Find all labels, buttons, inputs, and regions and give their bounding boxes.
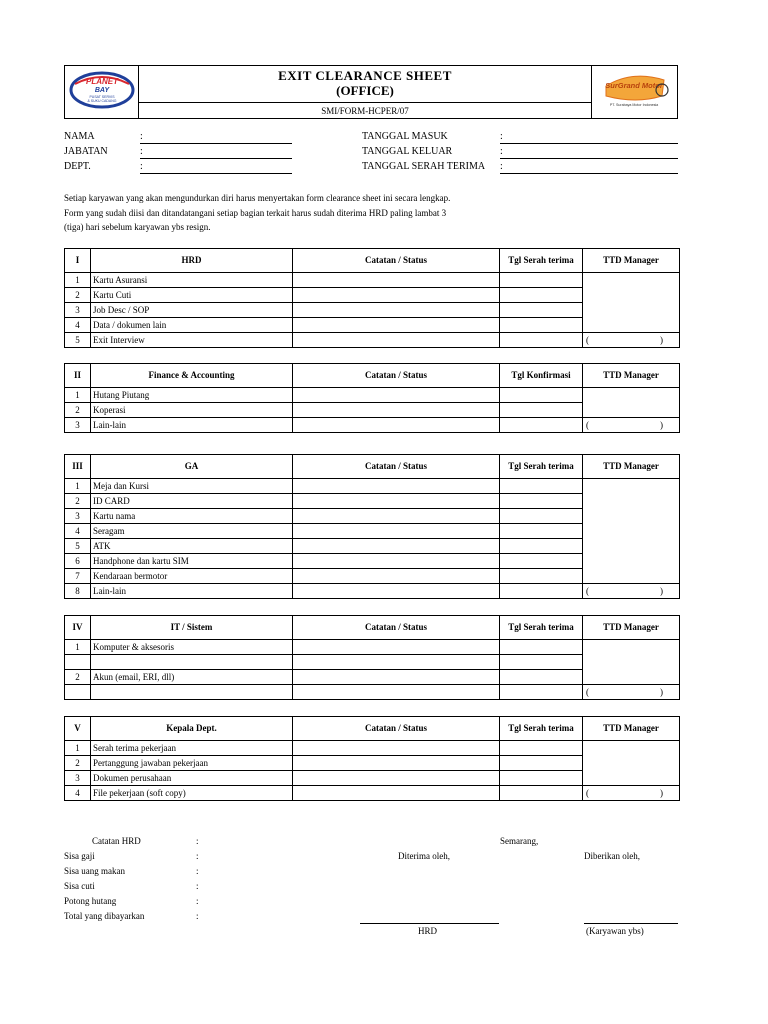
- section-table: [64, 363, 680, 433]
- tanggal-keluar-field[interactable]: [500, 158, 678, 159]
- row-number: [65, 655, 91, 670]
- row-number: 2: [65, 288, 91, 303]
- status-cell[interactable]: [293, 318, 500, 333]
- row-item: File pekerjaan (soft copy): [91, 786, 293, 801]
- col-status-header: Catatan / Status: [293, 616, 500, 640]
- table-row: [65, 273, 680, 288]
- logo-brand-bottom: BAY: [94, 87, 110, 94]
- date-cell[interactable]: [500, 670, 583, 685]
- row-number: 4: [65, 786, 91, 801]
- status-cell[interactable]: [293, 303, 500, 318]
- header-title-area: [139, 66, 591, 118]
- table-row: [65, 388, 680, 403]
- row-item: Kartu Asuransi: [91, 273, 293, 288]
- paren-open: (: [586, 335, 589, 345]
- manager-name-cell[interactable]: [583, 584, 680, 599]
- date-cell[interactable]: [500, 569, 583, 584]
- row-number: 1: [65, 741, 91, 756]
- note-label-sisa-uang-makan: Sisa uang makan: [64, 866, 125, 876]
- note-sep: :: [196, 851, 199, 861]
- status-cell[interactable]: [293, 786, 500, 801]
- hrd-name: HRD: [418, 926, 438, 936]
- note-label-total: Total yang dibayarkan: [64, 911, 145, 921]
- date-cell[interactable]: [500, 509, 583, 524]
- note-label-sisa-gaji: Sisa gaji: [64, 851, 95, 861]
- note-label-catatan-hrd: Catatan HRD: [92, 836, 141, 846]
- table-row: [65, 333, 680, 348]
- date-cell[interactable]: [500, 539, 583, 554]
- table-row: [65, 640, 680, 655]
- row-number: 6: [65, 554, 91, 569]
- planet-bay-logo: [65, 66, 138, 118]
- row-item: Handphone dan kartu SIM: [91, 554, 293, 569]
- paren-open: (: [586, 687, 589, 697]
- status-cell[interactable]: [293, 403, 500, 418]
- tanggal-serah-terima-field[interactable]: [500, 173, 678, 174]
- status-cell[interactable]: [293, 273, 500, 288]
- status-cell[interactable]: [293, 388, 500, 403]
- paren-close: ): [660, 586, 663, 596]
- row-item: Data / dokumen lain: [91, 318, 293, 333]
- place-date: Semarang,: [500, 836, 539, 846]
- row-number: 1: [65, 388, 91, 403]
- row-item: Kartu Cuti: [91, 288, 293, 303]
- section-header-row: [65, 249, 680, 273]
- col-date-header: Tgl Konfirmasi: [500, 364, 583, 388]
- intro-line-2: Form yang sudah diisi dan ditandatangani setiap bagian terkait harus sudah diterima HRD paling lambat 3: [64, 208, 447, 218]
- note-sep: :: [196, 866, 199, 876]
- paren-close: ): [660, 420, 663, 430]
- col-status-header: Catatan / Status: [293, 455, 500, 479]
- section-number: I: [65, 249, 91, 273]
- table-row: [65, 741, 680, 756]
- row-item: Serah terima pekerjaan: [91, 741, 293, 756]
- table-row: [65, 786, 680, 801]
- date-cell[interactable]: [500, 524, 583, 539]
- row-number: 4: [65, 524, 91, 539]
- status-cell[interactable]: [293, 479, 500, 494]
- field-label-dept: DEPT.: [64, 161, 91, 172]
- jabatan-field[interactable]: [140, 158, 292, 159]
- field-label-jabatan: JABATAN: [64, 146, 108, 157]
- row-number: 3: [65, 771, 91, 786]
- row-number: 1: [65, 273, 91, 288]
- row-item: Lain-lain: [91, 418, 293, 433]
- note-sep: :: [196, 896, 199, 906]
- manager-signature-cell[interactable]: [583, 479, 680, 584]
- manager-signature-cell[interactable]: [583, 741, 680, 786]
- row-number: 2: [65, 494, 91, 509]
- form-number: SMI/FORM-HCPER/07: [139, 102, 591, 120]
- status-cell[interactable]: [293, 569, 500, 584]
- section-header-row: [65, 364, 680, 388]
- received-by-label: Diterima oleh,: [398, 851, 450, 861]
- table-row: [65, 584, 680, 599]
- paren-close: ): [660, 335, 663, 345]
- row-item: Kendaraan bermotor: [91, 569, 293, 584]
- row-number: 3: [65, 303, 91, 318]
- status-cell[interactable]: [293, 418, 500, 433]
- row-item: Dokumen perusahaan: [91, 771, 293, 786]
- manager-signature-cell[interactable]: [583, 273, 680, 333]
- col-date-header: Tgl Serah terima: [500, 717, 583, 741]
- col-sign-header: TTD Manager: [583, 717, 680, 741]
- status-cell[interactable]: [293, 494, 500, 509]
- row-item: ATK: [91, 539, 293, 554]
- section-number: III: [65, 455, 91, 479]
- row-number: 2: [65, 403, 91, 418]
- status-cell[interactable]: [293, 524, 500, 539]
- field-sep: :: [140, 161, 143, 172]
- date-cell[interactable]: [500, 756, 583, 771]
- status-cell[interactable]: [293, 554, 500, 569]
- section-header-row: [65, 616, 680, 640]
- surgrand-motor-logo: [592, 66, 677, 118]
- field-label-tanggal-keluar: TANGGAL KELUAR: [362, 146, 453, 157]
- date-cell[interactable]: [500, 685, 583, 700]
- date-cell[interactable]: [500, 333, 583, 348]
- col-date-header: Tgl Serah terima: [500, 249, 583, 273]
- date-cell[interactable]: [500, 554, 583, 569]
- hrd-signature-line[interactable]: [360, 923, 499, 924]
- section-table: [64, 716, 680, 801]
- date-cell[interactable]: [500, 640, 583, 655]
- row-number: 2: [65, 756, 91, 771]
- col-date-header: Tgl Serah terima: [500, 616, 583, 640]
- col-sign-header: TTD Manager: [583, 364, 680, 388]
- logo-sub1: PUSAT SERVIS: [89, 95, 115, 99]
- col-sign-header: TTD Manager: [583, 616, 680, 640]
- row-item: Pertanggung jawaban pekerjaan: [91, 756, 293, 771]
- col-status-header: Catatan / Status: [293, 717, 500, 741]
- date-cell[interactable]: [500, 288, 583, 303]
- date-cell[interactable]: [500, 655, 583, 670]
- section-table: [64, 248, 680, 348]
- date-cell[interactable]: [500, 418, 583, 433]
- status-cell[interactable]: [293, 655, 500, 670]
- intro-line-3: (tiga) hari sebelum karyawan ybs resign.: [64, 222, 211, 232]
- status-cell[interactable]: [293, 670, 500, 685]
- date-cell[interactable]: [500, 388, 583, 403]
- section-table: [64, 454, 680, 599]
- manager-name-cell[interactable]: [583, 333, 680, 348]
- field-sep: :: [500, 131, 503, 142]
- row-item: Hutang Piutang: [91, 388, 293, 403]
- section-title: HRD: [91, 249, 293, 273]
- employee-name: (Karyawan ybs): [586, 926, 644, 936]
- status-cell[interactable]: [293, 771, 500, 786]
- field-label-tanggal-serah-terima: TANGGAL SERAH TERIMA: [362, 161, 486, 172]
- row-number: 1: [65, 479, 91, 494]
- section-number: II: [65, 364, 91, 388]
- status-cell[interactable]: [293, 509, 500, 524]
- row-number: 1: [65, 640, 91, 655]
- tanggal-masuk-field[interactable]: [500, 143, 678, 144]
- table-row: [65, 479, 680, 494]
- header-box: [64, 65, 678, 119]
- date-cell[interactable]: [500, 584, 583, 599]
- employee-signature-line[interactable]: [584, 923, 678, 924]
- nama-field[interactable]: [140, 143, 292, 144]
- field-sep: :: [140, 146, 143, 157]
- status-cell[interactable]: [293, 685, 500, 700]
- row-item: Koperasi: [91, 403, 293, 418]
- row-item: Seragam: [91, 524, 293, 539]
- row-number: 8: [65, 584, 91, 599]
- row-item: Meja dan Kursi: [91, 479, 293, 494]
- row-number: 7: [65, 569, 91, 584]
- row-number: [65, 685, 91, 700]
- company-logo-right: [591, 66, 677, 118]
- section-number: V: [65, 717, 91, 741]
- manager-name-cell[interactable]: [583, 685, 680, 700]
- manager-name-cell[interactable]: [583, 786, 680, 801]
- date-cell[interactable]: [500, 273, 583, 288]
- row-number: 5: [65, 333, 91, 348]
- row-number: 5: [65, 539, 91, 554]
- logo-caption-right: PT. Surabaya Motor Indonesia: [609, 103, 659, 107]
- date-cell[interactable]: [500, 303, 583, 318]
- paren-close: ): [660, 687, 663, 697]
- row-item: [91, 655, 293, 670]
- date-cell[interactable]: [500, 318, 583, 333]
- date-cell[interactable]: [500, 494, 583, 509]
- status-cell[interactable]: [293, 741, 500, 756]
- given-by-label: Diberikan oleh,: [584, 851, 640, 861]
- col-sign-header: TTD Manager: [583, 249, 680, 273]
- paren-open: (: [586, 420, 589, 430]
- row-item: Akun (email, ERI, dll): [91, 670, 293, 685]
- dept-field[interactable]: [140, 173, 292, 174]
- form-title: EXIT CLEARANCE SHEET: [278, 68, 452, 83]
- note-label-sisa-cuti: Sisa cuti: [64, 881, 95, 891]
- col-status-header: Catatan / Status: [293, 249, 500, 273]
- status-cell[interactable]: [293, 756, 500, 771]
- logo-brand-right: SurGrand Motor: [605, 81, 663, 90]
- company-logo-left: [65, 66, 139, 118]
- status-cell[interactable]: [293, 333, 500, 348]
- date-cell[interactable]: [500, 786, 583, 801]
- row-number: 4: [65, 318, 91, 333]
- form-subtitle: (OFFICE): [336, 83, 394, 98]
- row-item: Exit Interview: [91, 333, 293, 348]
- row-number: 3: [65, 509, 91, 524]
- row-item: Komputer & aksesoris: [91, 640, 293, 655]
- section-title: Kepala Dept.: [91, 717, 293, 741]
- status-cell[interactable]: [293, 288, 500, 303]
- row-item: Lain-lain: [91, 584, 293, 599]
- manager-name-cell[interactable]: [583, 418, 680, 433]
- field-label-tanggal-masuk: TANGGAL MASUK: [362, 131, 448, 142]
- intro-line-1: Setiap karyawan yang akan mengundurkan diri harus menyertakan form clearance sheet ini secara lengkap.: [64, 193, 451, 203]
- date-cell[interactable]: [500, 771, 583, 786]
- field-sep: :: [140, 131, 143, 142]
- section-table: [64, 615, 680, 700]
- row-item: [91, 685, 293, 700]
- field-sep: :: [500, 161, 503, 172]
- date-cell[interactable]: [500, 479, 583, 494]
- note-sep: :: [196, 881, 199, 891]
- status-cell[interactable]: [293, 539, 500, 554]
- manager-signature-cell[interactable]: [583, 640, 680, 685]
- section-title: GA: [91, 455, 293, 479]
- status-cell[interactable]: [293, 584, 500, 599]
- col-status-header: Catatan / Status: [293, 364, 500, 388]
- col-sign-header: TTD Manager: [583, 455, 680, 479]
- note-sep: :: [196, 911, 199, 921]
- row-number: 2: [65, 670, 91, 685]
- row-item: Kartu nama: [91, 509, 293, 524]
- field-label-nama: NAMA: [64, 131, 95, 142]
- section-title: Finance & Accounting: [91, 364, 293, 388]
- section-header-row: [65, 717, 680, 741]
- section-header-row: [65, 455, 680, 479]
- table-row: [65, 685, 680, 700]
- row-item: ID CARD: [91, 494, 293, 509]
- note-sep: :: [196, 836, 199, 846]
- manager-signature-cell[interactable]: [583, 388, 680, 418]
- row-item: Job Desc / SOP: [91, 303, 293, 318]
- section-number: IV: [65, 616, 91, 640]
- paren-open: (: [586, 788, 589, 798]
- logo-sub2: & SUKU CADANG: [87, 99, 117, 103]
- section-title: IT / Sistem: [91, 616, 293, 640]
- row-number: 3: [65, 418, 91, 433]
- field-sep: :: [500, 146, 503, 157]
- table-row: [65, 418, 680, 433]
- note-label-potong-hutang: Potong hutang: [64, 896, 117, 906]
- paren-close: ): [660, 788, 663, 798]
- date-cell[interactable]: [500, 741, 583, 756]
- col-date-header: Tgl Serah terima: [500, 455, 583, 479]
- date-cell[interactable]: [500, 403, 583, 418]
- paren-open: (: [586, 586, 589, 596]
- status-cell[interactable]: [293, 640, 500, 655]
- logo-brand-top: PLANET: [86, 77, 118, 86]
